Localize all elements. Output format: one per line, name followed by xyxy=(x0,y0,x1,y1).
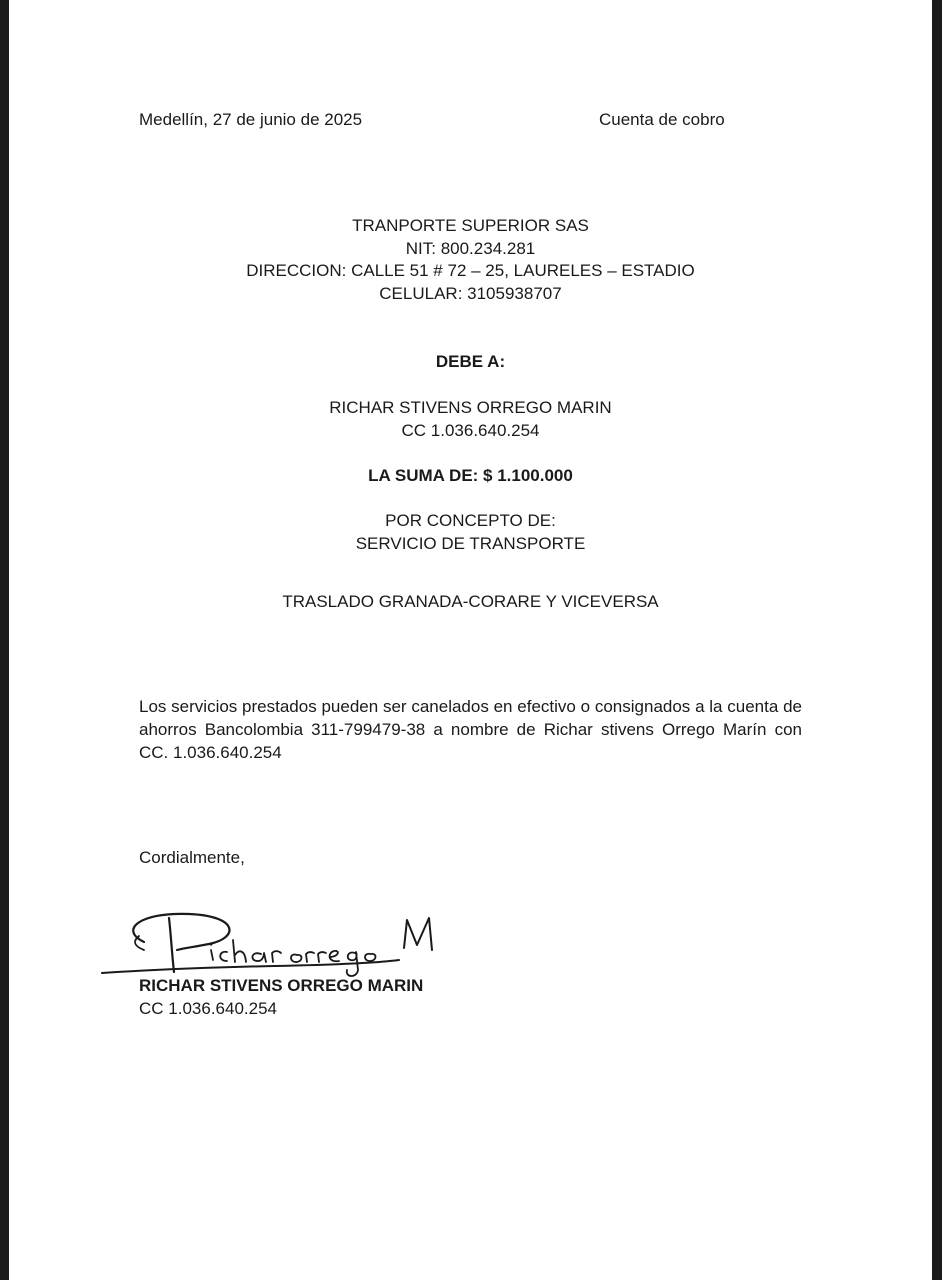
owes-label: DEBE A: xyxy=(435,352,506,371)
salutation: Cordialmente, xyxy=(139,848,245,867)
company-name: TRANPORTE SUPERIOR SAS xyxy=(352,216,589,235)
concept-label: POR CONCEPTO DE: xyxy=(385,511,556,530)
concept-detail: TRASLADO GRANADA-CORARE Y VICEVERSA xyxy=(282,592,659,611)
payment-note: Los servicios prestados pueden ser canelados en efectivo o consignados a la cuenta de ahorros Bancolombia 311-799479-38 a nombre de Richar stivens Orrego Marín con CC. 1.036.640.254 xyxy=(139,697,802,762)
left-page-edge xyxy=(0,0,9,1280)
company-address: DIRECCION: CALLE 51 # 72 – 25, LAURELES – ESTADIO xyxy=(246,261,695,280)
signer-name: RICHAR STIVENS ORREGO MARIN xyxy=(139,976,424,995)
amount-line: LA SUMA DE: $ 1.100.000 xyxy=(368,466,573,485)
document-page xyxy=(9,0,932,1280)
concept-service: SERVICIO DE TRANSPORTE xyxy=(355,534,586,553)
company-nit: NIT: 800.234.281 xyxy=(405,239,536,258)
right-page-edge xyxy=(932,0,942,1280)
handwritten-signature xyxy=(99,900,444,980)
document-type: Cuenta de cobro xyxy=(599,110,725,129)
company-phone: CELULAR: 3105938707 xyxy=(379,284,562,303)
creditor-name: RICHAR STIVENS ORREGO MARIN xyxy=(329,398,612,417)
place-date: Medellín, 27 de junio de 2025 xyxy=(139,110,363,129)
signer-id: CC 1.036.640.254 xyxy=(139,999,277,1018)
creditor-id: CC 1.036.640.254 xyxy=(401,421,540,440)
